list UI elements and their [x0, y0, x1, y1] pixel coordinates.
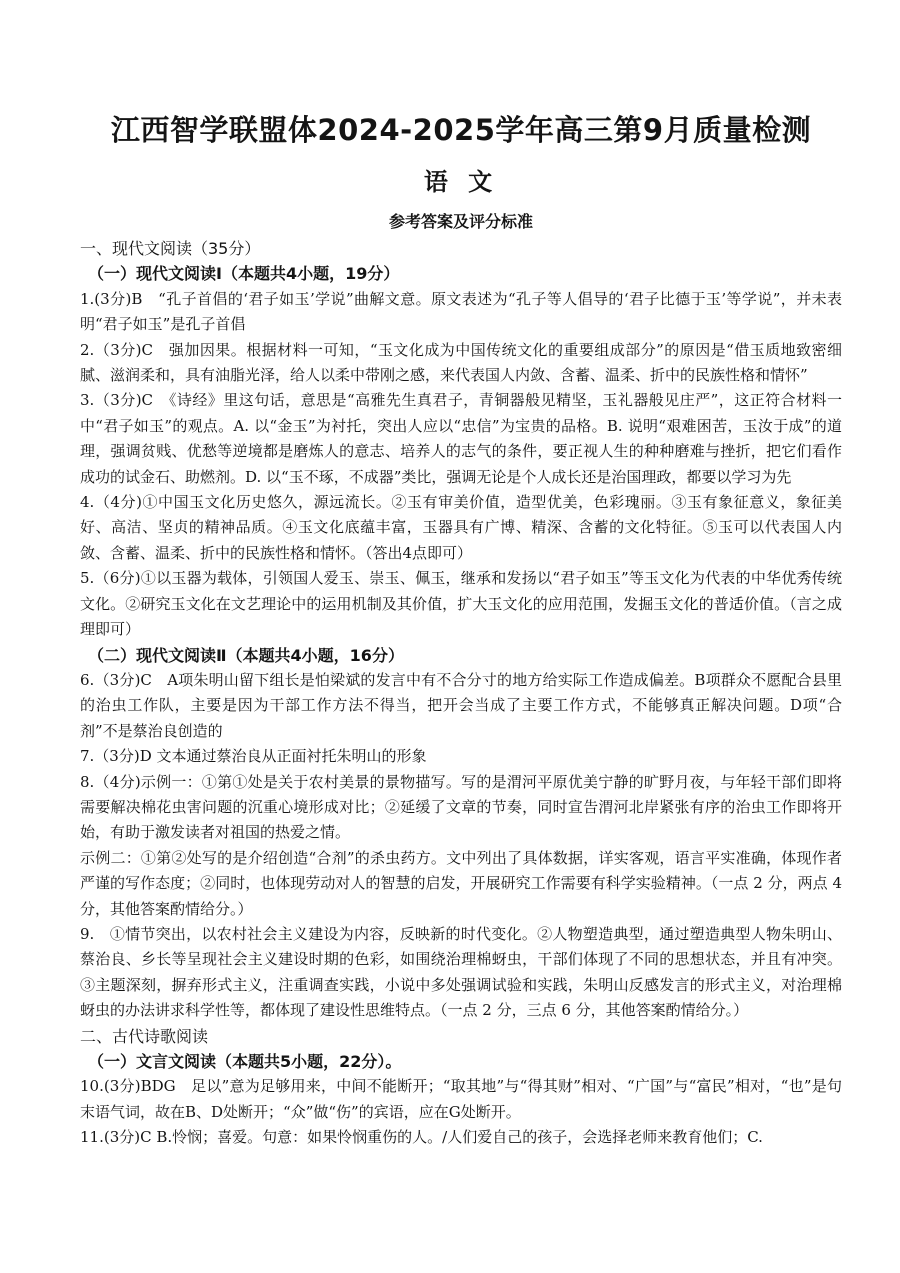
answer-q8-example-2: 示例二：①第②处写的是介绍创造“合剂”的杀虫药方。文中列出了具体数据，详实客观，语言平实准确，体现作者严谨的写作态度；②同时，也体现劳动对人的智慧的启发，开展研究工作需要有科学实验精神。（一点 2 分，两点 4 分，其他答案酌情给分。） — [80, 848, 842, 918]
answer-q9: 9. ①情节突出，以农村社会主义建设为内容，反映新的时代变化。②人物塑造典型，通过塑造典型人物朱明山、蔡治良、乡长等呈现社会主义建设时期的色彩，如围绕治理棉蚜虫，干部们体现了不同的思想状态，并且有冲突。③主题深刻，摒弃形式主义，注重调查实践，小说中多处强调试验和实践，朱明山反感发言的形式主义，对治理棉蚜虫的办法讲求科学性等，都体现了建设性思维特点。（一点 2 分，三点 6 分，其他答案酌情给分。） — [80, 924, 842, 1020]
exam-title: 江西智学联盟体2024-2025学年高三第9月质量检测 — [110, 113, 812, 147]
section-heading-classical: 二、古代诗歌阅读 — [80, 1026, 209, 1046]
subsection-heading-classical-prose: （一）文言文阅读（本题共5小题，22分）。 — [88, 1052, 402, 1071]
answer-q1: 1.(3分)B “孔子首倡的‘君子如玉’学说”曲解文意。原文表述为“孔子等人倡导的‘君子比德于玉’等学说”，并未表明“君子如玉”是孔子首倡 — [80, 289, 842, 334]
subject-title: 语 文 — [423, 168, 499, 196]
answer-q6: 6.（3分)C A项朱明山留下组长是怕梁斌的发言中有不合分寸的地方给实际工作造成偏差。B项群众不愿配合县里的治虫工作队，主要是因为干部工作方法不得当，把开会当成了主要工作方式，不能够真正解决问题。D项“合剂”不是蔡治良创造的 — [80, 670, 842, 740]
answer-content — [80, 236, 842, 1151]
subsection-heading-reading-1: （一）现代文阅读Ⅰ（本题共4小题，19分） — [88, 264, 400, 284]
answer-q8-example-1: 8.（4分)示例一：①第①处是关于农村美景的景物描写。写的是渭河平原优美宁静的旷野月夜，与年轻干部们即将需要解决棉花虫害问题的沉重心境形成对比；②延缓了文章的节奏，同时宣告渭河北岸紧张有序的治虫工作即将开始，有助于激发读者对祖国的热爱之情。 — [80, 772, 842, 842]
answer-q2: 2.（3分)C 强加因果。根据材料一可知，“玉文化成为中国传统文化的重要组成部分”的原因是“借玉质地致密细腻、滋润柔和，具有油脂光泽，给人以柔中带刚之感，来代表国人内敛、含蓄、温柔、折中的民族性格和情怀” — [80, 340, 842, 385]
answer-q11: 11.(3分)C B.怜悯；喜爱。句意：如果怜悯重伤的人。/人们爱自己的孩子，会选择老师来教育他们；C. — [80, 1128, 763, 1147]
answer-q7: 7.（3分)D 文本通过蔡治良从正面衬托朱明山的形象 — [80, 747, 427, 766]
answer-key-title: 参考答案及评分标准 — [388, 212, 533, 231]
answer-q3: 3.（3分)C 《诗经》里这句话，意思是“高雅先生真君子，青铜器般见精坚，玉礼器般见庄严”，这正符合材料一中“君子如玉”的观点。A. 以“金玉”为衬托，突出人应以“忠信”为宝贵的品格。B. 说明“艰难困苦，玉汝于成”的道理，强调贫贱、优愁等逆境都是磨炼人的意志、培养人的志气的条件，要正视人生的种种磨难与挫折，把它们看作成功的试金石、助燃剂。D. 以“玉不琢，不成器”类比，强调无论是个人成长还是治国理政，都要以学习为先 — [80, 391, 842, 486]
answer-q4: 4.（4分)①中国玉文化历史悠久，源远流长。②玉有审美价值，造型优美，色彩瑰丽。③玉有象征意义，象征美好、高洁、坚贞的精神品质。④玉文化底蕴丰富，玉器具有广博、精深、含蓄的文化特征。⑤玉可以代表国人内敛、含蓄、温柔、折中的民族性格和情怀。（答出4点即可） — [80, 493, 842, 562]
section-heading-modern-reading: 一、现代文阅读（35分） — [80, 239, 261, 258]
answer-q10: 10.(3分)BDG 足以”意为足够用来，中间不能断开；“取其地”与“得其财”相对、“广国”与“富民”相对，“也”是句末语气词，故在B、D处断开；“众”做“伤”的宾语，应在G处断开。 — [80, 1077, 842, 1121]
answer-q5: 5.（6分)①以玉器为载体，引领国人爱玉、崇玉、佩玉，继承和发扬以“君子如玉”等玉文化为代表的中华优秀传统文化。②研究玉文化在文艺理论中的运用机制及其价值，扩大玉文化的应用范围，发掘玉文化的普适价值。（言之成理即可） — [80, 569, 842, 639]
subsection-heading-reading-2: （二）现代文阅读Ⅱ（本题共4小题，16分） — [88, 645, 404, 665]
